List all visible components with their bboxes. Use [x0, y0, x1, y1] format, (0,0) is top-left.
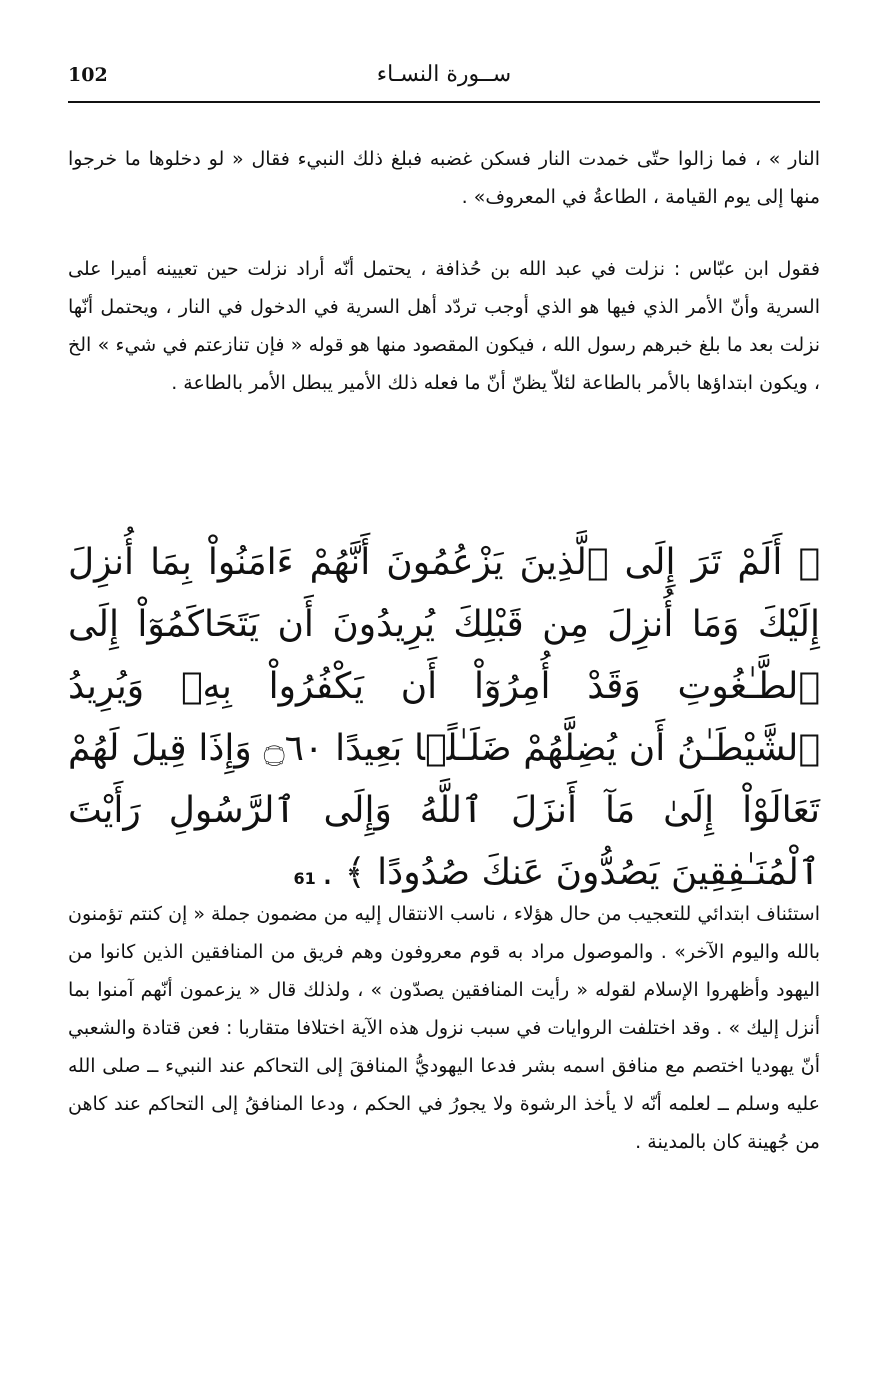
paragraph-verse-commentary: استئناف ابتدائي للتعجيب من حال هؤلاء ، ناسب الانتقال إليه من مضمون جملة « إن كنتم تؤمنون بالله واليوم الآخر» . والموصول مراد به قوم معروفون وهم فريق من المنافقين الذين كانوا من اليهود وأظهروا الإسلام لقوله « رأيت المنافقين يصدّون » ، ولذلك قال « يزعمون أنّهم آمنوا بما أنزل إليك » . وقد اختلفت الروايات في سبب نزول هذه الآية اختلافا متقاربا : فعن قتادة والشعبي أنّ يهوديا اختصم مع منافق اسمه بشر فدعا اليهوديُّ المنافقَ إلى التحاكم عند النبيء ــ صلى الله عليه وسلم ــ لعلمه أنّه لا يأخذ الرشوة ولا يجورُ في الحكم ، ودعا المنافقُ إلى التحاكم عند كاهن من جُهينة كان بالمدينة . [68, 903, 820, 1153]
header-divider [68, 101, 820, 103]
page-header [68, 60, 820, 96]
quran-verse [68, 532, 820, 910]
surah-title: ســورة النسـاء [376, 62, 512, 87]
verse-text: ﴿ أَلَمْ تَرَ إِلَى ٱلَّذِينَ يَزْعُمُونَ أَنَّهُمْ ءَامَنُواْ بِمَا أُنزِلَ إِلَيْكَ وَمَا أُنزِلَ مِن قَبْلِكَ يُرِيدُونَ أَن يَتَحَاكَمُوٓاْ إِلَى ٱلطَّـٰغُوتِ وَقَدْ أُمِرُوٓاْ أَن يَكْفُرُواْ بِهِۦ وَيُرِيدُ ٱلشَّيْطَـٰنُ أَن يُضِلَّهُمْ ضَلَـٰلًۢا بَعِيدًا ۝٦٠ وَإِذَا قِيلَ لَهُمْ تَعَالَوْاْ إِلَىٰ مَآ أَنزَلَ ٱللَّهُ وَإِلَى ٱلرَّسُولِ رَأَيْتَ ٱلْمُنَـٰفِقِينَ يَصُدُّونَ عَنكَ صُدُودًا ﴾ . [68, 542, 820, 893]
page-number: 102 [68, 64, 108, 86]
verse-number: 61 [293, 869, 316, 888]
paragraph-hadith-ending: النار » ، فما زالوا حتّى خمدت النار فسكن غضبه فبلغ ذلك النبيء فقال « لو دخلوها ما خرجوا منها إلى يوم القيامة ، الطاعةُ في المعروف» . [68, 148, 820, 208]
paragraph-ibn-abbas-commentary: فقول ابن عبّاس : نزلت في عبد الله بن حُذافة ، يحتمل أنّه أراد نزلت حين تعيينه أميرا على السرية وأنّ الأمر الذي فيها هو الذي أوجب تردّد أهل السرية في الدخول في النار ، ويحتمل أنّها نزلت بعد ما بلغ خبرهم رسول الله ، فيكون المقصود منها هو قوله « فإن تنازعتم في شيء » الخ ، ويكون ابتداؤها بالأمر بالطاعة لئلاّ يظنّ أنّ ما فعله ذلك الأمير يبطل الأمر بالطاعة . [68, 258, 820, 394]
